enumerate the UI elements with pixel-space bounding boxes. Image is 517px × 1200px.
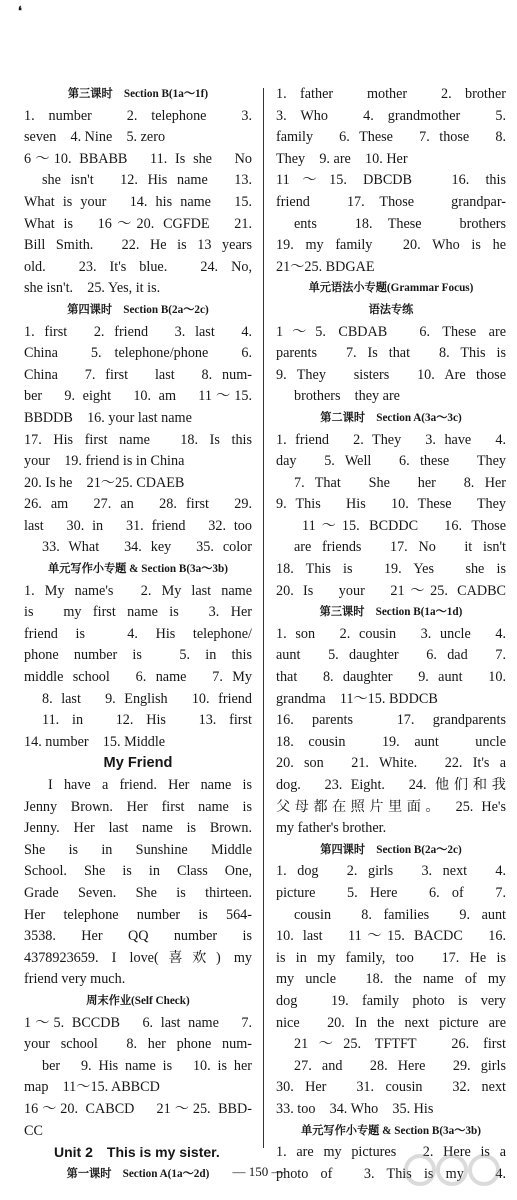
answer-line: is my first name is 3. Her [24,604,252,621]
answer-line: 1. are my pictures 2. Here is a [276,1144,506,1161]
essay-line: Her telephone number is 564- [24,906,252,923]
answer-line: nice 20. In the next picture are [276,1014,506,1031]
column-divider [263,88,264,1148]
answer-line: middle school 6. name 7. My [24,669,252,686]
answer-line: 20. Is he 21～25. CDAEB [24,474,185,491]
essay-line: School. She is in Class One, [24,863,252,880]
answer-line: day 5. Well 6. these They [276,453,506,470]
answer-line: 9. They sisters 10. Are those [276,366,506,383]
answer-line: 17. His first name 18. Is this [24,431,252,448]
corner-mark: ❛ [18,4,22,18]
answer-line: last 30. in 31. friend 32. too [24,517,252,534]
watermark-logo-icon [400,1150,510,1196]
unit-heading: Unit 2 This is my sister. [54,1144,220,1161]
answer-line: your 19. friend is in China [24,453,185,470]
answer-line: seven 4. Nine 5. zero [24,129,166,146]
answer-line: that 8. daughter 9. aunt 10. [276,669,506,686]
answer-line: China 7. first last 8. num- [24,366,252,383]
answer-line: 18. cousin 19. aunt uncle [276,733,506,750]
answer-line: old. 23. It's blue. 24. No, [24,258,252,275]
answer-line: 26. am 27. an 28. first 29. [24,496,252,513]
answer-line: ents 18. These brothers [294,215,506,232]
section-heading: 第三课时 Section B(1a～1d) [319,606,463,619]
answer-line: 33. What 34. key 35. color [42,539,252,556]
answer-line: 16～20. CABCD 21～25. BBD- [24,1100,252,1117]
answer-line: photo of 3. This is my 4. [276,1165,506,1182]
answer-line: my uncle 18. the name of my [276,971,506,988]
section-heading: 语法专练 [368,303,414,316]
essay-line: She is in Sunshine Middle [24,841,252,858]
answer-line: 20. son 21. White. 22. It's a [276,755,506,772]
answer-line: 9. This His 10. These They [276,496,506,513]
answer-line: friend is 4. His telephone/ [24,625,252,642]
answer-line: is in my family, too 17. He is [276,949,506,966]
answer-line: 21～25. TFTFT 26. first [294,1036,506,1053]
answer-line: 8. last 9. English 10. friend [42,690,252,707]
answer-line: ber 9. eight 10. am 11～15. [24,388,252,405]
answer-line: China 5. telephone/phone 6. [24,345,252,362]
answer-line: dog 19. family photo is very [276,992,506,1009]
section-heading: 第三课时 Section B(1a～1f) [67,88,209,100]
answer-line: BBDDB 16. your last name [24,409,192,426]
answer-line: 1. number 2. telephone 3. [24,107,252,124]
answer-line: 7. That She her 8. Her [294,474,506,491]
page-number: — 150 — [232,1164,285,1179]
answer-line: 20. Is your 21～25. CADBC [276,582,506,599]
answer-line: phone number is 5. in this [24,647,252,664]
answer-line: she isn't 12. His name 13. [42,172,252,189]
answer-line: parents 7. Is that 8. This is [276,345,506,362]
answer-line: are friends 17. No it isn't [294,539,506,556]
answer-line: 11～15. BCDDC 16. Those [302,517,506,534]
essay-line: I have a friend. Her name is [48,777,252,793]
answer-line: ber 9. His name is 10. is her [42,1057,252,1074]
answer-line: 父母都在照片里面。 25. He's [276,798,506,815]
section-heading: 周末作业(Self Check) [86,994,190,1007]
section-heading: 单元写作小专题 & Section B(3a～3b) [301,1124,481,1137]
answer-line: 14. number 15. Middle [24,733,166,750]
answer-line: 30. Her 31. cousin 32. next [276,1079,506,1096]
answer-line: my father's brother. [276,820,387,837]
section-heading: 单元写作小专题 & Section B(3a～3b) [48,563,228,576]
essay-line: friend very much. [24,971,126,988]
left-column [24,84,252,1185]
essay-line: Jenny Brown. Her first name is [24,798,252,815]
answer-line: 19. my family 20. Who is he [276,237,506,254]
answer-line: dog. 23. Eight. 24. 他们和我 [276,777,506,793]
answer-line: aunt 5. daughter 6. dad 7. [276,647,506,664]
section-heading: 第二课时 Section A(3a～3c) [320,411,462,424]
answer-line: 1. son 2. cousin 3. uncle 4. [276,625,506,642]
answer-line: she isn't. 25. Yes, it is. [24,280,161,297]
right-column [276,84,506,1185]
section-heading: 第一课时 Section A(1a～2d) [66,1167,210,1180]
section-heading: 第四课时 Section B(2a～2c) [320,843,462,856]
answer-line: 11. in 12. His 13. first [42,712,252,729]
answer-line: Bill Smith. 22. He is 13 years [24,237,252,254]
answer-line: 10. last 11～15. BACDC 16. [276,928,506,945]
answer-line: brothers they are [294,388,400,405]
answer-line: 6～10. BBABB 11. Is she No [24,150,252,167]
section-heading: 单元语法小专题(Grammar Focus) [308,282,474,295]
answer-line: cousin 8. families 9. aunt [294,906,506,923]
answer-line: 21～25. BDGAE [276,258,375,275]
answer-line: What is 16～20. CGFDE 21. [24,215,252,232]
essay-title: My Friend [103,755,173,772]
answer-line: 1～5. CBDAB 6. These are [276,323,506,340]
answer-line: 1. My name's 2. My last name [24,582,252,599]
answer-line: friend 17. Those grandpar- [276,193,506,210]
answer-line: 1～5. BCCDB 6. last name 7. [24,1014,252,1031]
answer-line: family 6. These 7. those 8. [276,129,506,146]
answer-line: 18. This is 19. Yes she is [276,561,506,578]
essay-line: 3538. Her QQ number is [24,928,252,945]
answer-line: grandma 11～15. BDDCB [276,690,438,707]
answer-line: 33. too 34. Who 35. His [276,1100,434,1117]
answer-line: CC [24,1122,43,1139]
answer-line: 1. friend 2. They 3. have 4. [276,431,506,448]
answer-line: 27. and 28. Here 29. girls [294,1057,506,1074]
answer-line: 3. Who 4. grandmother 5. [276,107,506,124]
essay-line: Grade Seven. She is thirteen. [24,884,252,901]
answer-line: What is your 14. his name 15. [24,193,252,210]
answer-line: 11～15. DBCDB 16. this [276,172,506,189]
answer-line: map 11～15. ABBCD [24,1079,160,1096]
answer-line: 1. dog 2. girls 3. next 4. [276,863,506,880]
answer-line: 1. father mother 2. brother [276,86,506,102]
answer-line: picture 5. Here 6. of 7. [276,884,506,901]
essay-line: Jenny. Her last name is Brown. [24,820,252,837]
essay-line: 4378923659. I love(喜欢) my [24,949,252,966]
answer-line: 1. first 2. friend 3. last 4. [24,323,252,340]
answer-line: They 9. are 10. Her [276,150,408,167]
answer-line: 16. parents 17. grandparents [276,712,506,729]
section-heading: 第四课时 Section B(2a～2c) [67,303,209,316]
answer-line: your school 8. her phone num- [24,1036,252,1053]
